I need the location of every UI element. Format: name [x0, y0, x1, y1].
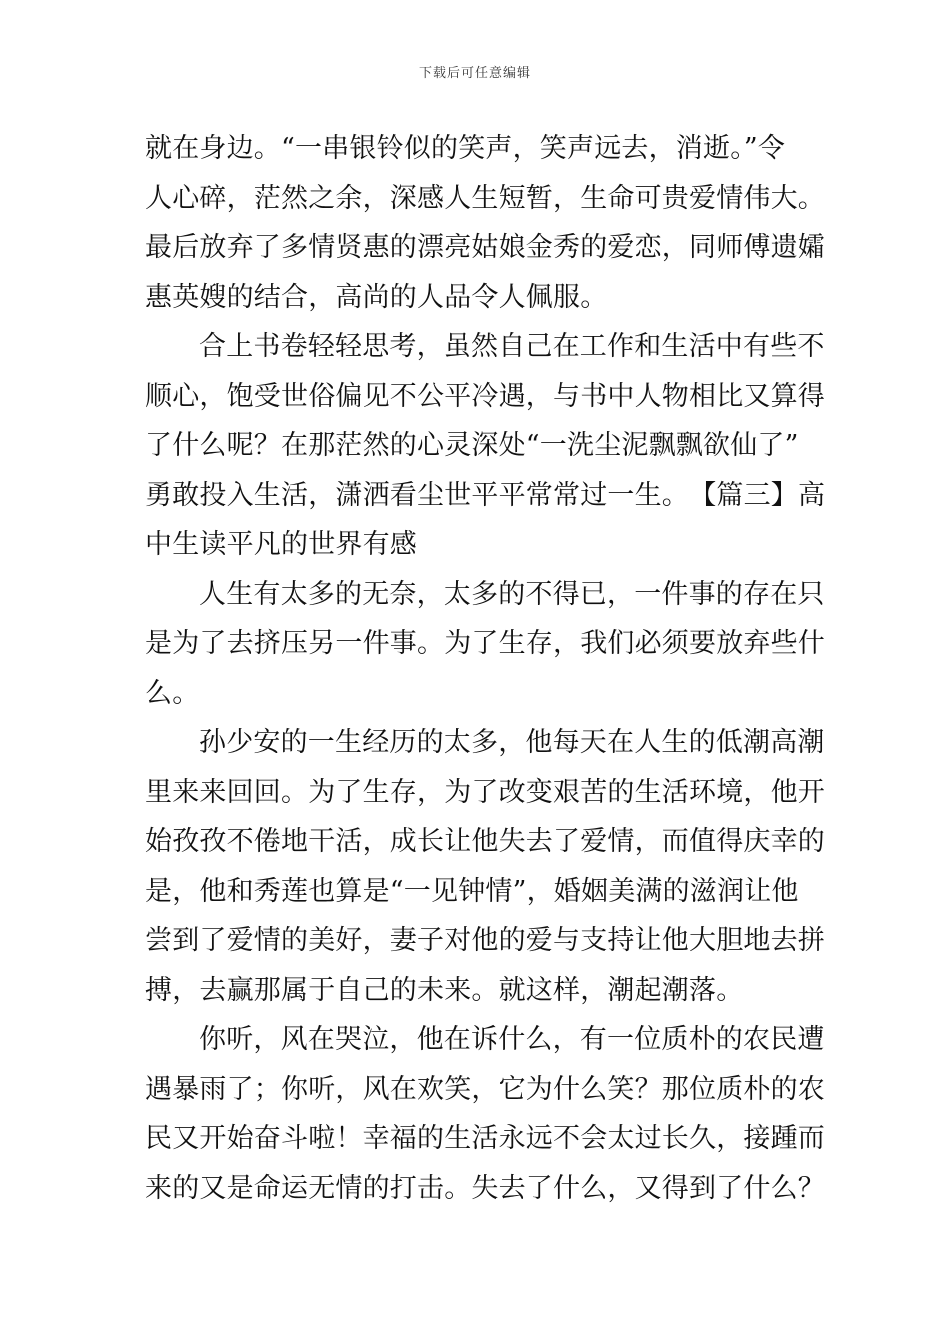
text-line: 人生有太多的无奈，太多的不得已，一件事的存在只 [199, 578, 825, 610]
text-line: 始孜孜不倦地干活，成长让他失去了爱情，而值得庆幸的 [145, 826, 825, 857]
text-line: 民又开始奋斗啦！幸福的生活永远不会太过长久，接踵而 [145, 1123, 825, 1154]
text-line: 你听，风在哭泣，他在诉什么，有一位质朴的农民遭 [199, 1024, 825, 1055]
text-line: 搏，去赢那属于自己的未来。就这样，潮起潮落。 [145, 974, 744, 1006]
text-line: 是，他和秀莲也算是“一见钟情”，婚姻美满的滋润让他 [145, 875, 799, 907]
text-line: 遇暴雨了；你听，风在欢笑，它为什么笑？那位质朴的农 [145, 1073, 825, 1105]
text-line: 么。 [145, 677, 200, 709]
text-line: 合上书卷轻轻思考，虽然自己在工作和生活中有些不 [199, 331, 825, 362]
text-line: 顺心，饱受世俗偏见不公平冷遇，与书中人物相比又算得 [145, 380, 825, 412]
text-line: 是为了去挤压另一件事。为了生存，我们必须要放弃些什 [145, 628, 825, 659]
text-line: 人心碎，茫然之余，深感人生短暂，生命可贵爱情伟大。 [145, 182, 825, 214]
page-header: 下载后可任意编辑 [418, 66, 531, 81]
text-line: 来的又是命运无情的打击。失去了什么，又得到了什么？ [145, 1172, 825, 1204]
text-line: 中生读平凡的世界有感 [145, 529, 417, 560]
text-line: 就在身边。“一串银铃似的笑声，笑声远去，消逝。”令 [145, 133, 786, 164]
text-line: 了什么呢？在那茫然的心灵深处“一洗尘泥飘飘欲仙了” [145, 430, 799, 461]
text-line: 孙少安的一生经历的太多，他每天在人生的低潮高潮 [199, 727, 825, 758]
text-line: 最后放弃了多情贤惠的漂亮姑娘金秀的爱恋，同师傅遗孀 [145, 232, 825, 263]
text-line: 惠英嫂的结合，高尚的人品令人佩服。 [145, 281, 608, 313]
document-body [145, 124, 826, 1213]
text-line: 勇敢投入生活，潇洒看尘世平平常常过一生。 【篇三】高 [145, 479, 826, 511]
text-line: 尝到了爱情的美好，妻子对他的爱与支持让他大胆地去拼 [145, 925, 825, 956]
text-line: 里来来回回。为了生存，为了改变艰苦的生活环境，他开 [145, 776, 825, 808]
